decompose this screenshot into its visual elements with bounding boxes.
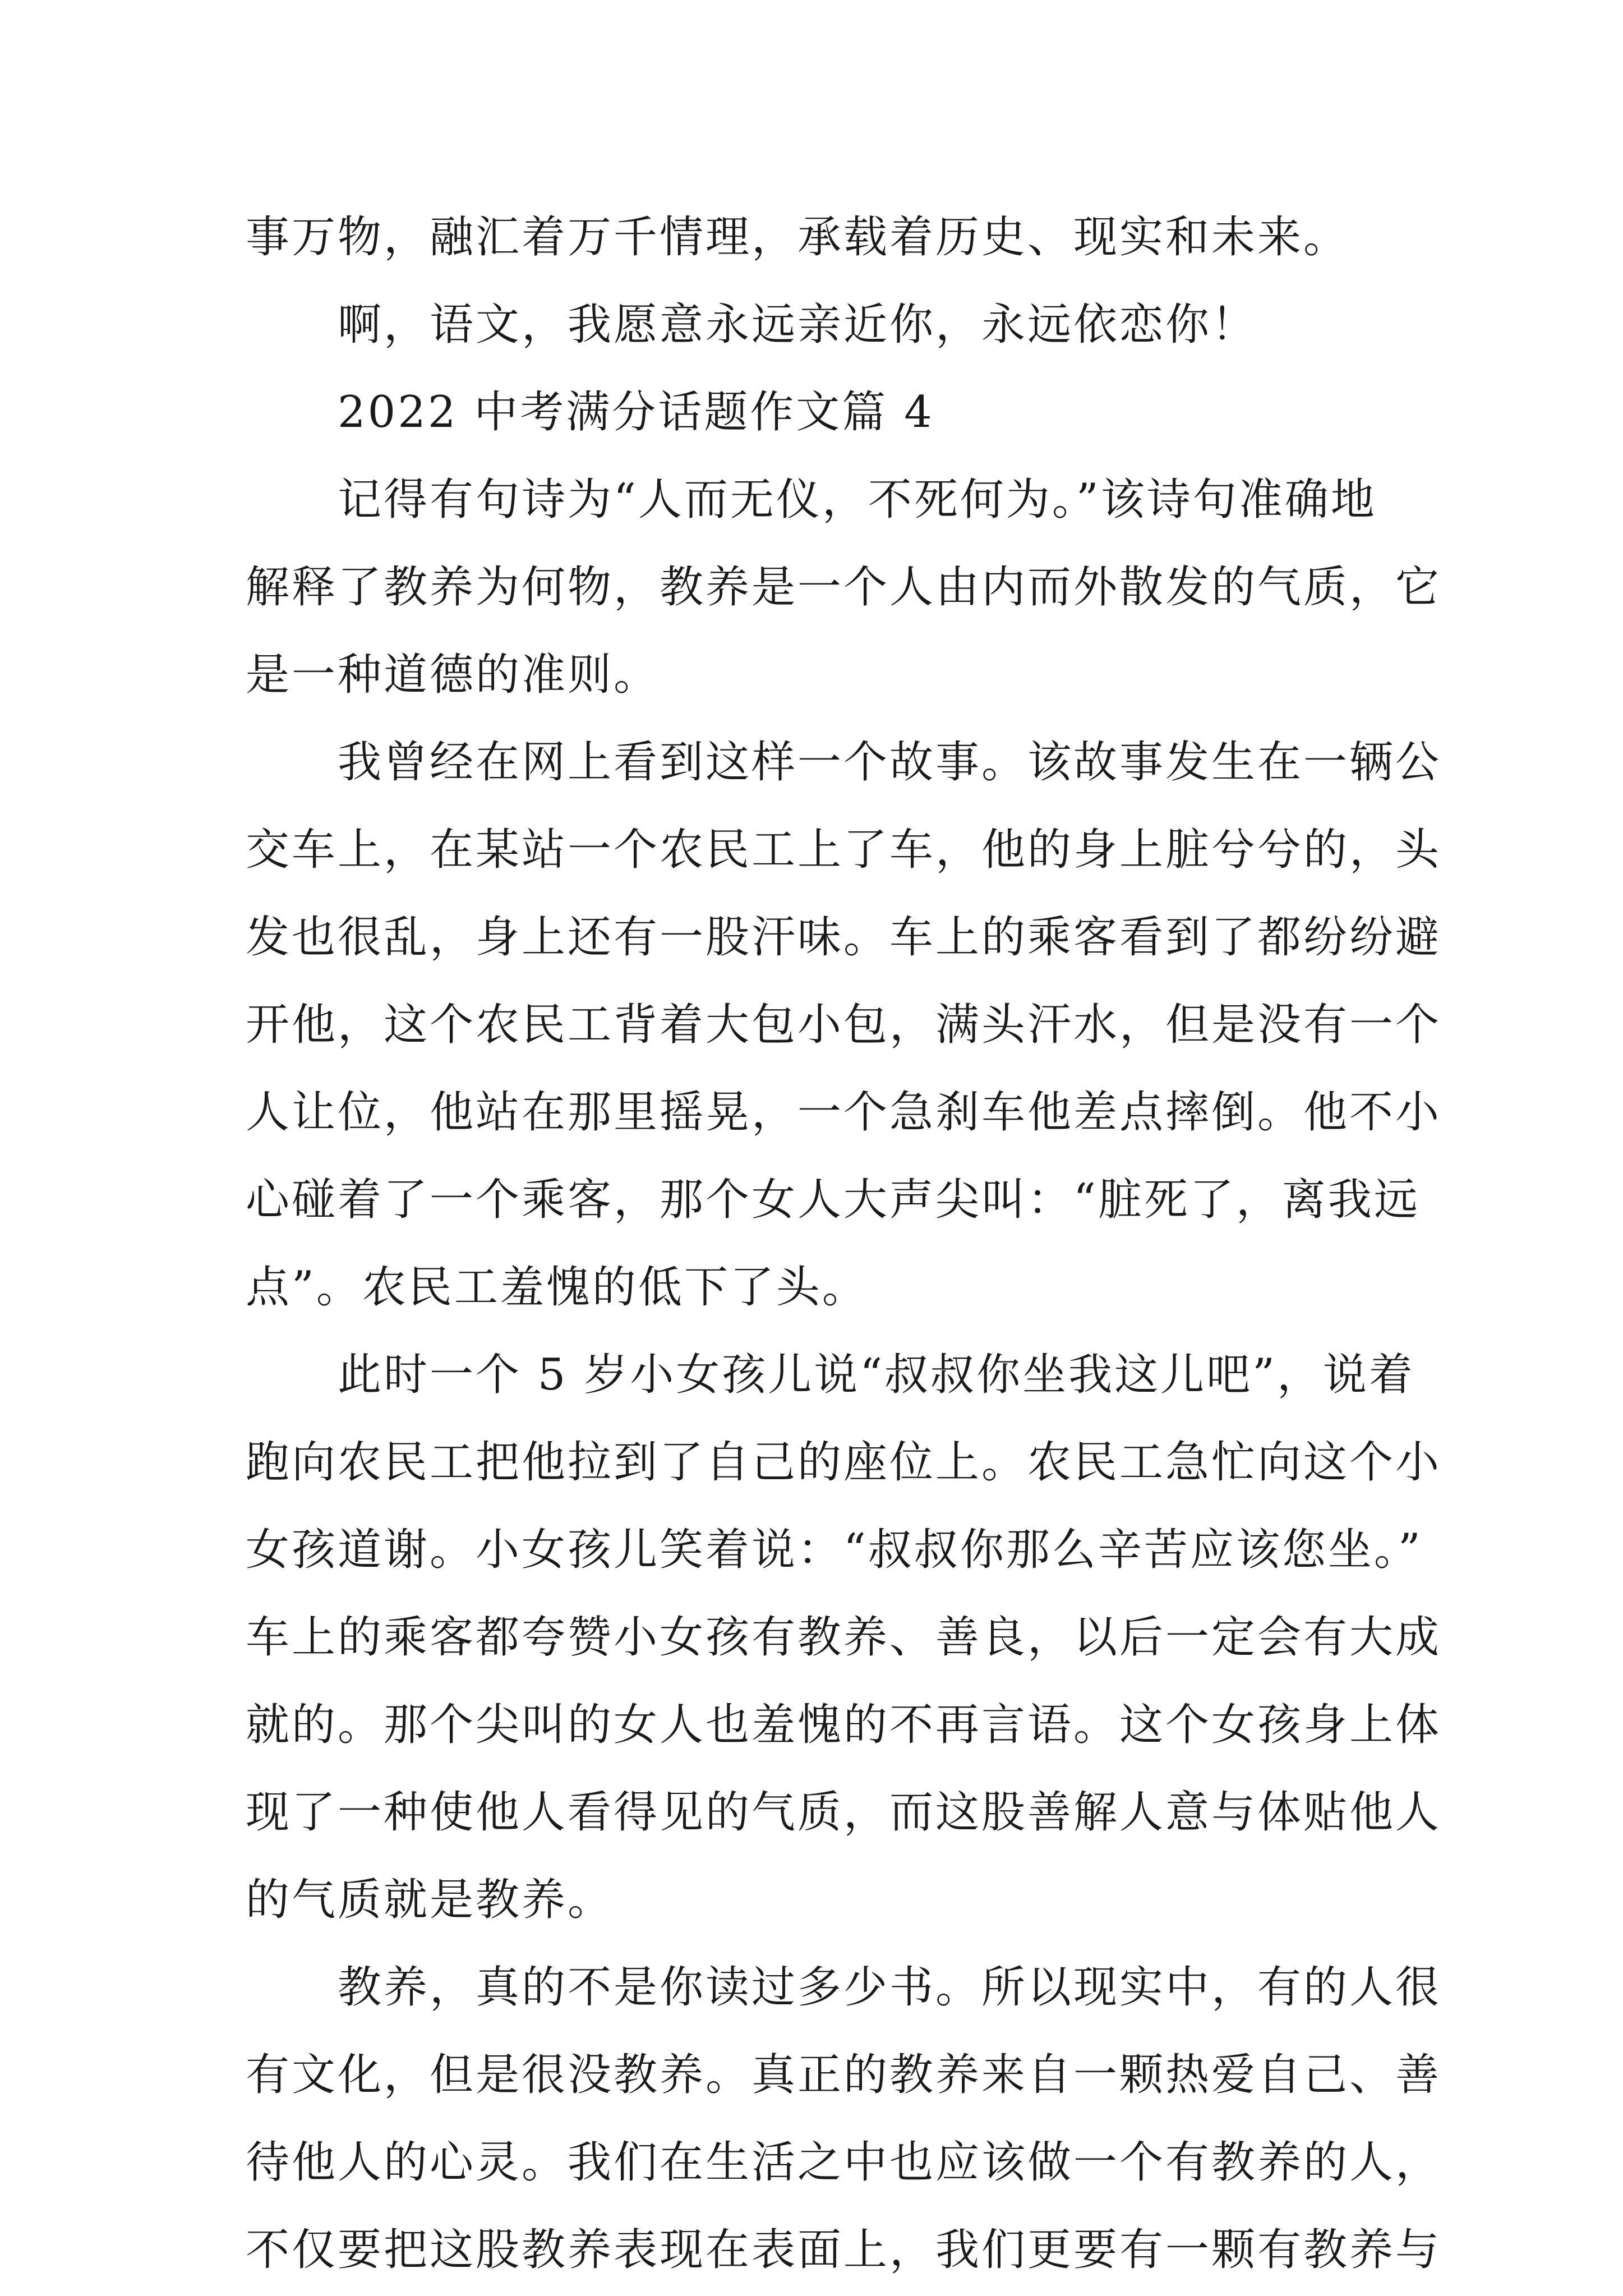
text-line: 发也很乱，身上还有一股汗味。车上的乘客看到了都纷纷避 xyxy=(246,912,1442,963)
text-line: 事万物，融汇着万千情理，承载着历史、现实和未来。 xyxy=(246,212,1350,263)
text-line: 女孩道谢。小女孩儿笑着说：“叔叔你那么辛苦应该您坐。” xyxy=(246,1525,1423,1575)
text-line: 车上的乘客都夸赞小女孩有教养、善良，以后一定会有大成 xyxy=(246,1612,1442,1663)
text-line: 此时一个 5 岁小女孩儿说“叔叔你坐我这儿吧”，说着 xyxy=(338,1350,1415,1400)
text-line: 交车上，在某站一个农民工上了车，他的身上脏兮兮的，头 xyxy=(246,825,1442,875)
text-line: 待他人的心灵。我们在生活之中也应该做一个有教养的人， xyxy=(246,2137,1442,2188)
text-line: 人让位，他站在那里摇晃，一个急刹车他差点摔倒。他不小 xyxy=(246,1087,1442,1138)
text-line: 是一种道德的准则。 xyxy=(246,650,660,700)
text-line: 现了一种使他人看得见的气质，而这股善解人意与体贴他人 xyxy=(246,1787,1442,1838)
text-line: 有文化，但是很没教养。真正的教养来自一颗热爱自己、善 xyxy=(246,2050,1442,2100)
text-line: 啊，语文，我愿意永远亲近你，永远依恋你！ xyxy=(338,300,1258,350)
text-line: 的气质就是教养。 xyxy=(246,1875,614,1925)
section-heading: 2022 中考满分话题作文篇 4 xyxy=(338,387,934,438)
text-line: 跑向农民工把他拉到了自己的座位上。农民工急忙向这个小 xyxy=(246,1437,1442,1488)
text-line: 解释了教养为何物，教养是一个人由内而外散发的气质，它 xyxy=(246,562,1442,613)
text-line: 教养，真的不是你读过多少书。所以现实中，有的人很 xyxy=(338,1962,1442,2013)
text-line: 点”。农民工羞愧的低下了头。 xyxy=(246,1262,868,1313)
text-line: 就的。那个尖叫的女人也羞愧的不再言语。这个女孩身上体 xyxy=(246,1700,1442,1750)
text-line: 记得有句诗为“人而无仪，不死何为。”该诗句准确地 xyxy=(338,475,1377,525)
text-line: 开他，这个农民工背着大包小包，满头汗水，但是没有一个 xyxy=(246,1000,1442,1050)
text-line: 心碰着了一个乘客，那个女人大声尖叫：“脏死了，离我远 xyxy=(246,1175,1420,1225)
text-line: 我曾经在网上看到这样一个故事。该故事发生在一辆公 xyxy=(338,737,1442,788)
text-line: 不仅要把这股教养表现在表面上，我们更要有一颗有教养与 xyxy=(246,2225,1442,2275)
